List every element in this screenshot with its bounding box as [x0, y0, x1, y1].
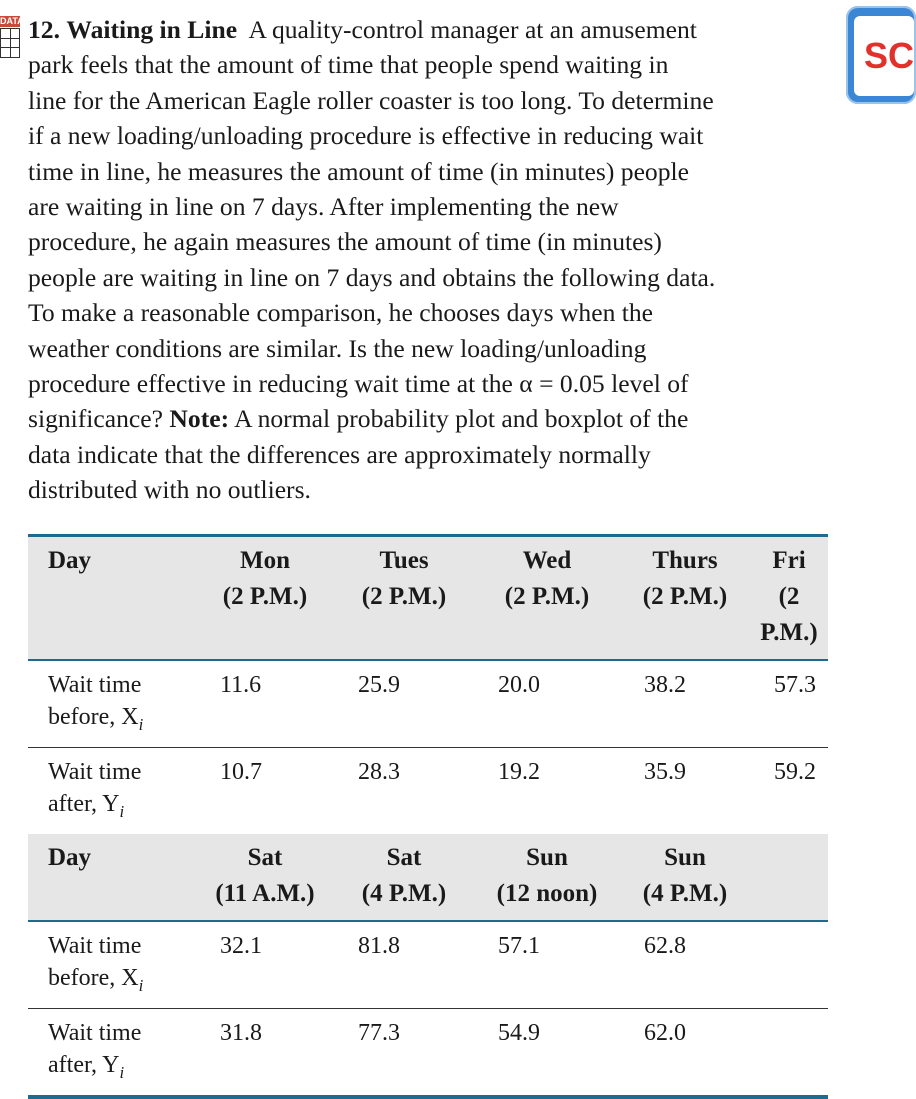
value-cell: 32.1 — [196, 921, 334, 1008]
table-row — [28, 1008, 828, 1096]
value-cell: 20.0 — [474, 660, 620, 747]
problem-text: time in line, he measures the amount of time (in minutes) people — [28, 156, 690, 186]
data-tag: DATA — [0, 16, 24, 26]
value-cell: 62.0 — [620, 1008, 750, 1096]
value-cell: 77.3 — [334, 1008, 474, 1096]
grid-icon — [0, 28, 20, 58]
empty-cell — [750, 921, 828, 1008]
problem-text: if a new loading/unloading procedure is effective in reducing wait — [28, 121, 704, 151]
problem-text: are waiting in line on 7 days. After implementing the new — [28, 192, 619, 222]
problem-text: To make a reasonable comparison, he chooses days when the — [28, 298, 654, 328]
problem-note-line — [28, 401, 836, 436]
table-row — [28, 747, 828, 833]
value-cell: 10.7 — [220, 758, 262, 785]
problem-text: line for the American Eagle roller coaster is too long. To determine — [28, 85, 714, 115]
empty-cell — [750, 1008, 828, 1096]
day-header: Day — [28, 536, 196, 661]
day-cell: Thurs (2 P.M.) — [620, 536, 750, 661]
problem-text: data indicate that the differences are approximately normally — [28, 439, 651, 469]
empty-cell — [750, 834, 828, 921]
row-label: Wait time after, $Y_i$ — [48, 758, 142, 821]
row-label: Wait time before, $X_i$ — [28, 660, 196, 747]
value-cell: 59.2 — [774, 758, 816, 785]
table-row — [28, 921, 828, 1008]
day-header: Day — [28, 834, 196, 921]
problem-text: procedure, he again measures the amount of time (in minutes) — [28, 227, 662, 257]
problem-text: significance? — [28, 404, 164, 434]
problem-title: Waiting in Line — [66, 15, 238, 44]
value-cell: 28.3 — [358, 758, 400, 785]
day-cell: Sat (11 A.M.) — [196, 834, 334, 921]
problem-text: procedure effective in reducing wait time at the α = 0.05 level of — [28, 369, 689, 399]
day-cell: Mon (2 P.M.) — [196, 536, 334, 661]
day-cell: Fri (2 P.M.) — [750, 536, 828, 661]
problem-text: A quality-control manager at an amusement — [248, 15, 697, 44]
day-cell: Sun (4 P.M.) — [620, 834, 750, 921]
value-cell: 62.8 — [620, 921, 750, 1008]
value-cell: 81.8 — [334, 921, 474, 1008]
value-cell: 11.6 — [196, 660, 334, 747]
problem-number: 12. — [28, 15, 60, 44]
note-label: Note: — [169, 404, 230, 434]
value-cell: 31.8 — [196, 1008, 334, 1096]
day-cell: Tues (2 P.M.) — [334, 536, 474, 661]
day-cell: Sat (4 P.M.) — [334, 834, 474, 921]
problem-text: park feels that the amount of time that people spend waiting in — [28, 50, 669, 80]
sc-badge[interactable] — [846, 6, 916, 104]
problem-text: people are waiting in line on 7 days and obtains the following data. — [28, 262, 716, 292]
row-label: Wait time before, $X_i$ — [28, 921, 196, 1008]
value-cell: 57.1 — [474, 921, 620, 1008]
table-row — [28, 660, 828, 747]
value-cell: 25.9 — [334, 660, 474, 747]
day-cell: Sun (12 noon) — [474, 834, 620, 921]
value-cell: 54.9 — [474, 1008, 620, 1096]
day-cell: Wed (2 P.M.) — [474, 536, 620, 661]
problem-line-1 — [28, 12, 836, 47]
problem-statement — [28, 12, 836, 508]
wait-time-table — [28, 534, 828, 1099]
row-label: Wait time after, $Y_i$ — [28, 1008, 196, 1096]
value-cell: 38.2 — [620, 660, 750, 747]
value-cell: 19.2 — [498, 758, 540, 785]
problem-text: weather conditions are similar. Is the new loading/unloading — [28, 333, 647, 363]
problem-text: distributed with no outliers. — [28, 475, 311, 505]
value-cell: 57.3 — [750, 660, 828, 747]
value-cell: 35.9 — [644, 758, 686, 785]
table-header-row — [28, 536, 828, 661]
note-text: A normal probability plot and boxplot of the — [234, 404, 689, 434]
data-table-icon — [0, 16, 24, 62]
sc-badge-text: SC — [854, 16, 914, 96]
table-header-row — [28, 834, 828, 921]
